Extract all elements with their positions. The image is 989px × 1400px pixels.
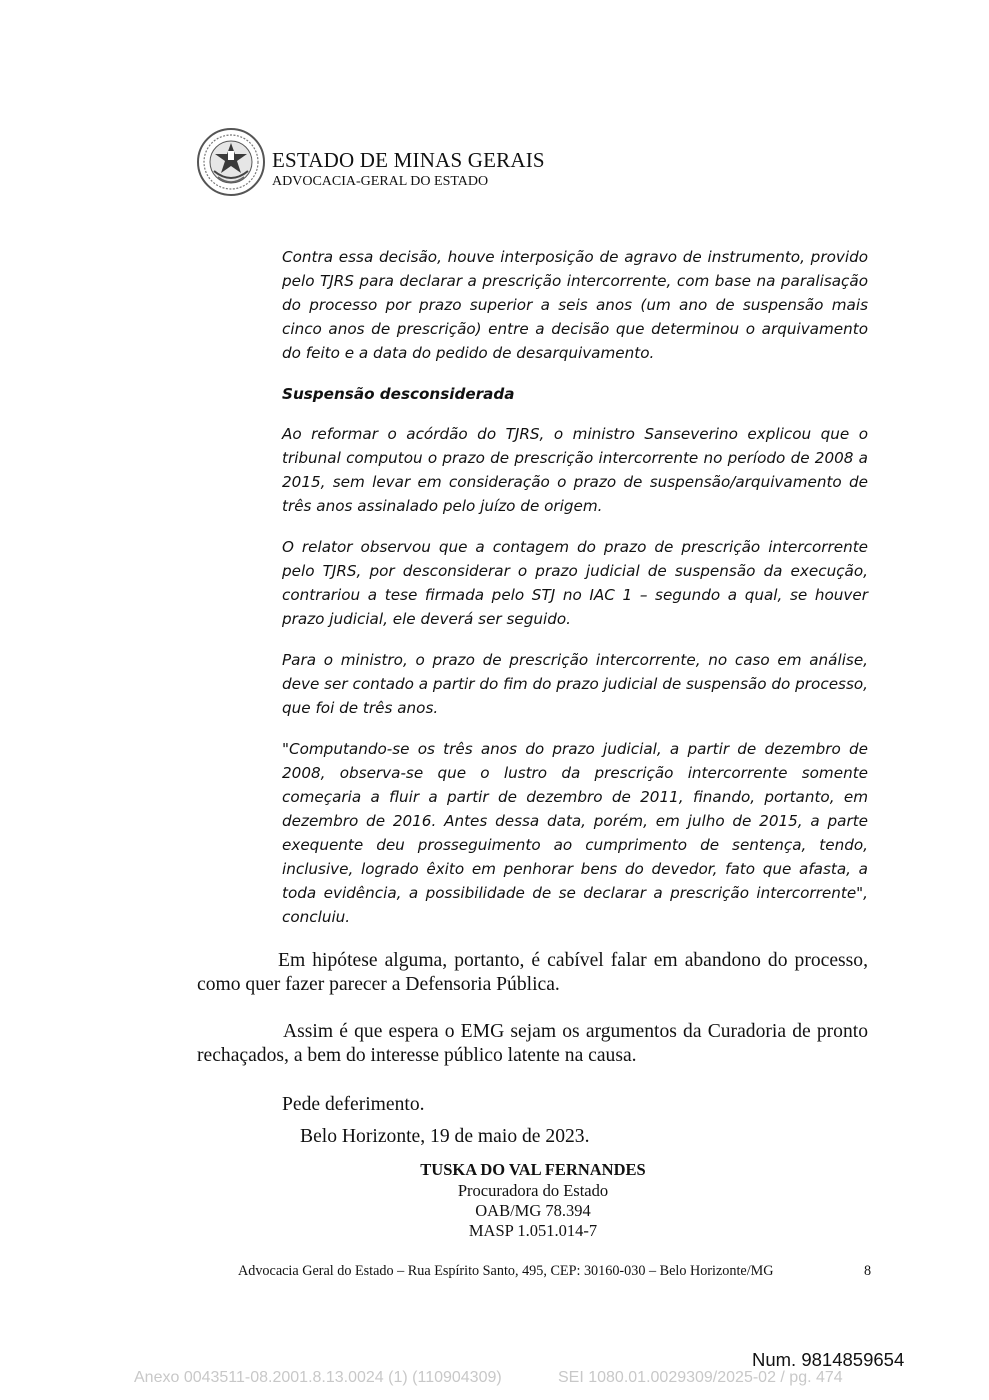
body-paragraph: Em hipótese alguma, portanto, é cabível falar em abandono do processo, como quer fazer parecer a Defensoria Pública. [197, 950, 868, 995]
state-coat-of-arms-icon [196, 127, 266, 197]
signatory-name: TUSKA DO VAL FERNANDES [420, 1160, 646, 1179]
quote-paragraph: Ao reformar o acórdão do TJRS, o ministro Sanseverino explicou que o tribunal computou o prazo de prescrição intercorrente no período de 2008 a 2015, sem levar em consideração o prazo de suspensão/arquivamento de três anos assinalado pelo juízo de origem. [282, 425, 868, 515]
quoted-block [282, 245, 868, 946]
document-number-stamp: Num. 9814859654 [752, 1349, 905, 1370]
quote-paragraph: Para o ministro, o prazo de prescrição intercorrente, no caso em análise, deve ser contado a partir do fim do prazo judicial de suspensão do processo, que foi de três anos. [282, 651, 868, 717]
quote-paragraph: O relator observou que a contagem do prazo de prescrição intercorrente pelo TJRS, por desconsiderar o prazo judicial de suspensão da execução, contrariou a tese firmada pelo STJ no IAC 1 – segundo a qual, se houver prazo judicial, ele deverá ser seguido. [282, 538, 868, 628]
quote-paragraph: Contra essa decisão, houve interposição de agravo de instrumento, provido pelo TJRS para declarar a prescrição intercorrente, com base na paralisação do processo por prazo superior a seis anos (um ano de suspensão mais cinco anos de prescrição) entre a decisão que determinou o arquivamento do feito e a data do pedido de desarquivamento. [282, 248, 868, 362]
sei-stamp: SEI 1080.01.0029309/2025-02 / pg. 474 [558, 1369, 843, 1386]
header-subtitle: ADVOCACIA-GERAL DO ESTADO [272, 174, 489, 189]
footer-address: Advocacia Geral do Estado – Rua Espírito Santo, 495, CEP: 30160-030 – Belo Horizonte/MG [238, 1263, 774, 1279]
closing-line: Pede deferimento. [282, 1094, 425, 1115]
signatory-masp: MASP 1.051.014-7 [468, 1221, 598, 1240]
header-title: ESTADO DE MINAS GERAIS [272, 148, 545, 172]
page-number: 8 [864, 1263, 872, 1279]
quote-paragraph: "Computando-se os três anos do prazo judicial, a partir de dezembro de 2008, observa-se que o lustro da prescrição intercorrente somente começaria a fluir a partir de dezembro de 2011, finando, portanto, em dezembro de 2016. Antes dessa data, porém, em julho de 2015, a parte exequente deu prosseguimento ao cumprimento de sentença, tendo, inclusive, logrado êxito em penhorar bens do devedor, fato que afasta, a toda evidência, a possibilidade de se declarar a prescrição intercorrente", concluiu. [282, 740, 868, 926]
date-line: Belo Horizonte, 19 de maio de 2023. [300, 1126, 590, 1147]
body-paragraph: Assim é que espera o EMG sejam os argumentos da Curadoria de pronto rechaçados, a bem do interesse público latente na causa. [197, 1021, 868, 1066]
signatory-oab: OAB/MG 78.394 [475, 1201, 591, 1220]
annex-stamp: Anexo 0043511-08.2001.8.13.0024 (1) (110904309) [134, 1369, 502, 1386]
quote-subheading: Suspensão desconsiderada [282, 385, 515, 403]
signatory-role: Procuradora do Estado [457, 1181, 609, 1200]
